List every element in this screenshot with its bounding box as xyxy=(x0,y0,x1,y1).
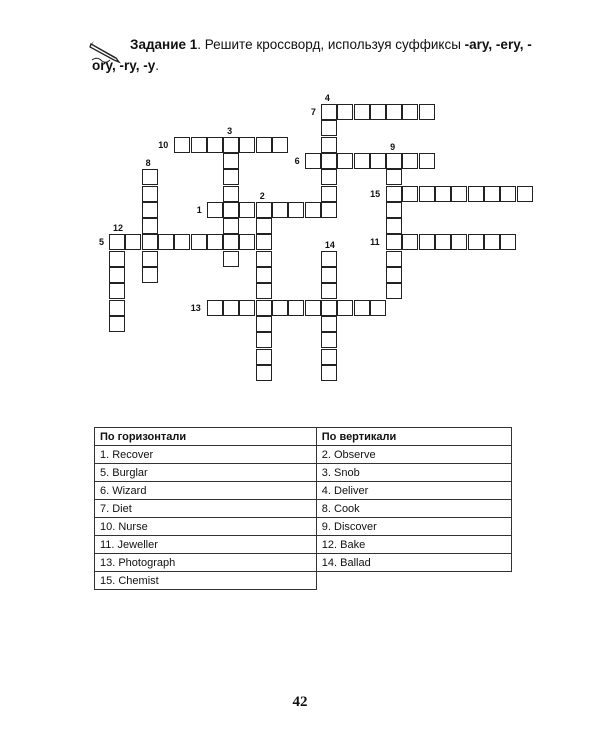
crossword-cell[interactable] xyxy=(484,234,500,250)
crossword-cell[interactable] xyxy=(272,137,288,153)
crossword-cell[interactable] xyxy=(321,186,337,202)
crossword-cell[interactable] xyxy=(500,186,516,202)
crossword-cell[interactable] xyxy=(223,169,239,185)
crossword-cell[interactable] xyxy=(305,153,321,169)
clue-number-14: 14 xyxy=(324,239,335,250)
clue-row xyxy=(95,518,512,536)
crossword-cell[interactable] xyxy=(468,186,484,202)
across-clue: 10. Nurse xyxy=(95,518,317,536)
across-clue: 15. Chemist xyxy=(95,572,317,590)
task-suffixes: -ary, -ery, -ory, -ry, -y xyxy=(92,37,532,73)
crossword-cell[interactable] xyxy=(500,234,516,250)
crossword-cell[interactable] xyxy=(386,169,402,185)
crossword-cell[interactable] xyxy=(288,300,304,316)
crossword-cell[interactable] xyxy=(337,300,353,316)
clue-number-5: 5 xyxy=(99,237,105,248)
clue-row xyxy=(95,554,512,572)
crossword-cell[interactable] xyxy=(239,234,255,250)
task-end: . xyxy=(155,58,160,73)
crossword-cell[interactable] xyxy=(174,137,190,153)
crossword-cell[interactable] xyxy=(321,283,337,299)
crossword-cell[interactable] xyxy=(337,104,353,120)
crossword-cell[interactable] xyxy=(223,137,239,153)
crossword-cell[interactable] xyxy=(386,267,402,283)
crossword-cell[interactable] xyxy=(402,186,418,202)
crossword-cell[interactable] xyxy=(321,153,337,169)
crossword-cell[interactable] xyxy=(386,202,402,218)
crossword-cell[interactable] xyxy=(386,153,402,169)
crossword-cell[interactable] xyxy=(191,234,207,250)
clue-number-3: 3 xyxy=(227,125,233,136)
crossword-cell[interactable] xyxy=(158,234,174,250)
across-header: По горизонтали xyxy=(95,428,317,446)
crossword-cell[interactable] xyxy=(386,218,402,234)
task-text: . Решите кроссворд, используя суффиксы xyxy=(197,37,465,52)
crossword-cell[interactable] xyxy=(272,300,288,316)
crossword-cell[interactable] xyxy=(142,169,158,185)
clue-number-12: 12 xyxy=(113,223,124,234)
clue-number-10: 10 xyxy=(158,139,169,150)
crossword-cell[interactable] xyxy=(256,283,272,299)
down-clue: 4. Deliver xyxy=(316,482,511,500)
down-clue: 2. Observe xyxy=(316,446,511,464)
crossword-cell[interactable] xyxy=(256,251,272,267)
crossword-cell[interactable] xyxy=(402,104,418,120)
crossword-cell[interactable] xyxy=(142,202,158,218)
crossword-cell[interactable] xyxy=(207,202,223,218)
crossword-cell[interactable] xyxy=(435,186,451,202)
clue-number-7: 7 xyxy=(310,107,316,117)
page-number: 42 xyxy=(292,694,308,710)
crossword-cell[interactable] xyxy=(256,300,272,316)
clue-row xyxy=(95,482,512,500)
crossword-cell[interactable] xyxy=(419,186,435,202)
crossword-cell[interactable] xyxy=(109,300,125,316)
clue-row xyxy=(95,446,512,464)
crossword-cell[interactable] xyxy=(256,137,272,153)
clue-row xyxy=(95,536,512,554)
crossword-cell[interactable] xyxy=(239,137,255,153)
clue-row xyxy=(95,572,512,590)
crossword-cell[interactable] xyxy=(484,186,500,202)
crossword-cell[interactable] xyxy=(256,332,272,348)
clue-number-4: 4 xyxy=(324,93,330,103)
crossword-cell[interactable] xyxy=(207,137,223,153)
clues-table xyxy=(94,427,512,590)
clue-row xyxy=(95,500,512,518)
crossword-cell[interactable] xyxy=(321,120,337,136)
crossword-cell[interactable] xyxy=(321,316,337,332)
crossword-cell[interactable] xyxy=(142,251,158,267)
crossword-cell[interactable] xyxy=(223,234,239,250)
crossword-cell[interactable] xyxy=(468,234,484,250)
crossword-cell[interactable] xyxy=(174,234,190,250)
crossword-cell[interactable] xyxy=(256,218,272,234)
crossword-cell[interactable] xyxy=(321,300,337,316)
crossword-cell[interactable] xyxy=(354,104,370,120)
crossword-cell[interactable] xyxy=(451,234,467,250)
clue-number-8: 8 xyxy=(145,158,151,169)
crossword-cell[interactable] xyxy=(272,202,288,218)
crossword-cell[interactable] xyxy=(305,300,321,316)
task-label: Задание 1 xyxy=(130,37,198,52)
crossword-cell[interactable] xyxy=(142,267,158,283)
crossword-cell[interactable] xyxy=(125,234,141,250)
crossword-cell[interactable] xyxy=(370,104,386,120)
crossword-cell[interactable] xyxy=(354,153,370,169)
across-clue: 11. Jeweller xyxy=(95,536,317,554)
down-clue: 12. Bake xyxy=(316,536,511,554)
crossword-cell[interactable] xyxy=(256,267,272,283)
down-clue: 14. Ballad xyxy=(316,554,511,572)
crossword-cell[interactable] xyxy=(109,316,125,332)
crossword-cell[interactable] xyxy=(256,234,272,250)
clue-number-6: 6 xyxy=(294,155,300,166)
crossword-cell[interactable] xyxy=(386,234,402,250)
across-clue: 13. Photograph xyxy=(95,554,317,572)
clue-number-1: 1 xyxy=(196,204,202,215)
crossword-cell[interactable] xyxy=(223,251,239,267)
crossword-cell[interactable] xyxy=(207,234,223,250)
crossword-cell[interactable] xyxy=(256,349,272,365)
crossword-cell[interactable] xyxy=(239,300,255,316)
clue-number-9: 9 xyxy=(390,141,396,152)
crossword-cell[interactable] xyxy=(517,186,533,202)
crossword-cell[interactable] xyxy=(223,218,239,234)
crossword-cell[interactable] xyxy=(223,202,239,218)
crossword-cell[interactable] xyxy=(402,153,418,169)
crossword-cell[interactable] xyxy=(370,300,386,316)
crossword-cell[interactable] xyxy=(223,153,239,169)
down-header: По вертикали xyxy=(316,428,511,446)
crossword-cell[interactable] xyxy=(321,169,337,185)
crossword-cell[interactable] xyxy=(109,251,125,267)
across-clue: 5. Burglar xyxy=(95,464,317,482)
crossword-cell[interactable] xyxy=(386,251,402,267)
crossword-cell[interactable] xyxy=(223,186,239,202)
crossword-cell[interactable] xyxy=(305,202,321,218)
down-clue: 9. Discover xyxy=(316,518,511,536)
crossword-cell[interactable] xyxy=(386,186,402,202)
crossword-cell[interactable] xyxy=(337,153,353,169)
crossword-cell[interactable] xyxy=(191,137,207,153)
crossword-cell[interactable] xyxy=(256,202,272,218)
across-clue: 7. Diet xyxy=(95,500,317,518)
crossword-cell[interactable] xyxy=(321,349,337,365)
crossword-cell[interactable] xyxy=(402,234,418,250)
crossword-cell[interactable] xyxy=(109,283,125,299)
crossword-cell[interactable] xyxy=(256,365,272,381)
crossword-cell[interactable] xyxy=(321,251,337,267)
clue-row xyxy=(95,464,512,482)
clue-number-2: 2 xyxy=(259,190,265,201)
crossword-cell[interactable] xyxy=(288,202,304,218)
empty-cell xyxy=(316,572,511,590)
crossword-cell[interactable] xyxy=(256,316,272,332)
crossword-cell[interactable] xyxy=(370,153,386,169)
crossword-cell[interactable] xyxy=(207,300,223,316)
crossword-cell[interactable] xyxy=(386,104,402,120)
crossword-cell[interactable] xyxy=(142,234,158,250)
across-clue: 6. Wizard xyxy=(95,482,317,500)
down-clue: 3. Snob xyxy=(316,464,511,482)
crossword-cell[interactable] xyxy=(419,234,435,250)
down-clue: 8. Cook xyxy=(316,500,511,518)
crossword-cell[interactable] xyxy=(109,267,125,283)
crossword-cell[interactable] xyxy=(435,234,451,250)
crossword-cell[interactable] xyxy=(321,332,337,348)
crossword-cell[interactable] xyxy=(419,104,435,120)
crossword-cell[interactable] xyxy=(321,202,337,218)
clue-number-15: 15 xyxy=(370,188,381,199)
crossword-cell[interactable] xyxy=(142,186,158,202)
clue-number-11: 11 xyxy=(370,237,380,248)
crossword-cell[interactable] xyxy=(451,186,467,202)
crossword-cell[interactable] xyxy=(142,218,158,234)
crossword-cell[interactable] xyxy=(321,267,337,283)
crossword-cell[interactable] xyxy=(109,234,125,250)
crossword-cell[interactable] xyxy=(321,104,337,120)
crossword-cell[interactable] xyxy=(386,283,402,299)
crossword-cell[interactable] xyxy=(354,300,370,316)
clue-number-13: 13 xyxy=(190,302,201,313)
across-clue: 1. Recover xyxy=(95,446,317,464)
crossword-cell[interactable] xyxy=(321,365,337,381)
crossword-cell[interactable] xyxy=(223,300,239,316)
crossword-cell[interactable] xyxy=(321,137,337,153)
crossword-cell[interactable] xyxy=(239,202,255,218)
crossword-cell[interactable] xyxy=(419,153,435,169)
